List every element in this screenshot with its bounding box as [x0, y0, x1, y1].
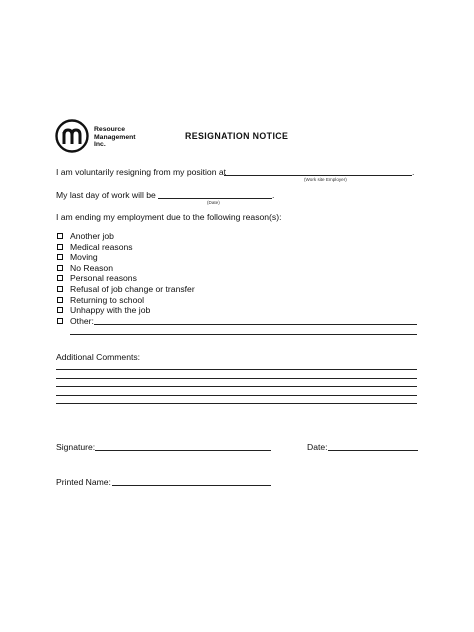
company-name-line2: Management — [94, 133, 136, 141]
checkbox-unhappy-with-job[interactable] — [57, 307, 63, 313]
reasons-intro: I am ending my employment due to the following reason(s): — [56, 212, 282, 222]
position-field[interactable] — [224, 175, 412, 176]
reason-label: Another job — [70, 231, 114, 241]
checkbox-other[interactable] — [57, 318, 63, 324]
position-hint: (Work site Employer) — [304, 177, 347, 182]
comments-line[interactable] — [56, 369, 417, 370]
comments-line[interactable] — [56, 395, 417, 396]
company-name-line3: Inc. — [94, 141, 106, 148]
checkbox-returning-to-school[interactable] — [57, 297, 63, 303]
printed-name-field[interactable] — [112, 485, 271, 486]
date-label: Date: — [307, 442, 328, 452]
lastday-field[interactable] — [158, 198, 272, 199]
comments-line[interactable] — [56, 403, 417, 404]
checkbox-refusal-of-job-change[interactable] — [57, 286, 63, 292]
lastday-period: . — [272, 190, 275, 200]
lastday-hint: (Date) — [207, 200, 220, 205]
other-field-line2[interactable] — [70, 334, 417, 335]
reason-label: Personal reasons — [70, 273, 137, 283]
reason-label: No Reason — [70, 262, 113, 273]
position-label: I am voluntarily resigning from my position at — [56, 167, 227, 177]
reason-label: Other: — [70, 316, 94, 326]
comments-line[interactable] — [56, 386, 417, 387]
checkbox-another-job[interactable] — [57, 233, 63, 239]
other-field[interactable] — [94, 324, 417, 325]
lastday-label: My last day of work will be — [56, 190, 156, 200]
comments-label: Additional Comments: — [56, 352, 141, 362]
reason-label: Returning to school — [70, 294, 145, 305]
company-logo-icon — [55, 118, 91, 154]
position-period: . — [412, 167, 415, 177]
checkbox-no-reason[interactable] — [57, 265, 63, 271]
checkbox-personal-reasons[interactable] — [57, 275, 63, 281]
printed-name-label: Printed Name: — [56, 477, 111, 487]
reason-label: Refusal of job change or transfer — [70, 284, 195, 294]
signature-label: Signature: — [56, 442, 96, 452]
comments-line[interactable] — [56, 378, 417, 379]
signature-field[interactable] — [95, 450, 271, 451]
reason-label: Medical reasons — [70, 241, 133, 252]
company-name-line1: Resource — [94, 126, 125, 133]
page-title: RESIGNATION NOTICE — [185, 131, 289, 141]
reason-label: Unhappy with the job — [70, 305, 151, 315]
date-field[interactable] — [328, 450, 418, 451]
checkbox-moving[interactable] — [57, 254, 63, 260]
checkbox-medical-reasons[interactable] — [57, 244, 63, 250]
reason-label: Moving — [70, 252, 98, 262]
